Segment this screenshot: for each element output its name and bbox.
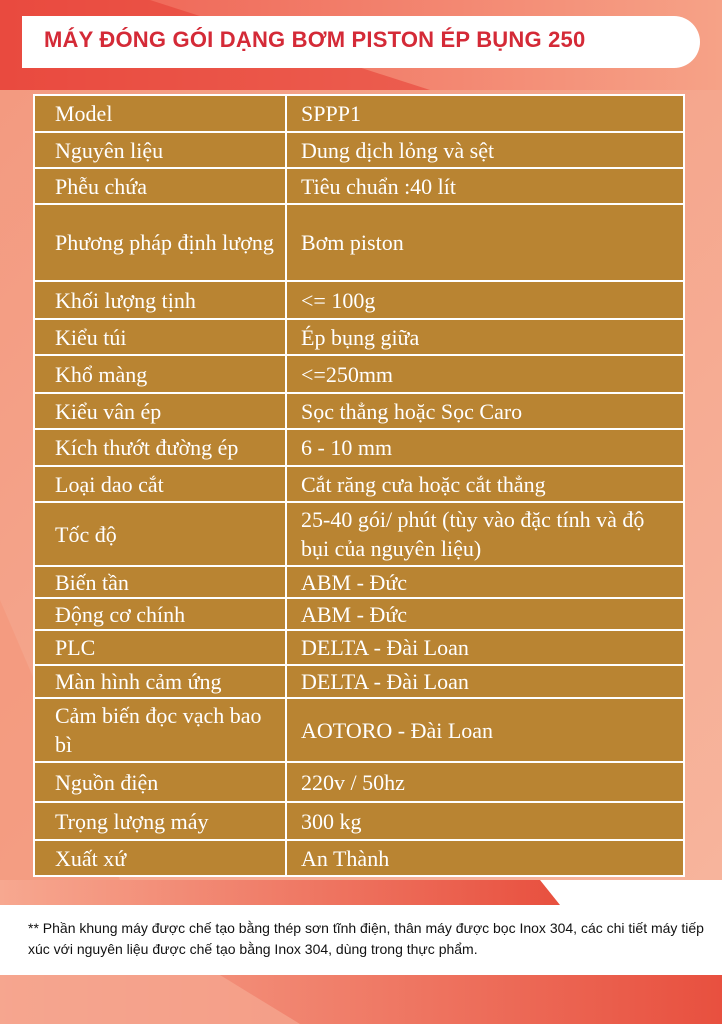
spec-label: Model [34,95,286,132]
spec-table-body [34,95,684,876]
spec-label: Biến tần [34,566,286,598]
spec-value: Bơm piston [286,204,684,281]
table-row [34,355,684,393]
table-row [34,598,684,630]
spec-value: 220v / 50hz [286,762,684,802]
spec-label: Kiểu túi [34,319,286,355]
spec-value: SPPP1 [286,95,684,132]
spec-label: Kiểu vân ép [34,393,286,429]
spec-label: Nguồn điện [34,762,286,802]
spec-value: An Thành [286,840,684,876]
spec-value: DELTA - Đài Loan [286,665,684,698]
table-row [34,840,684,876]
spec-value: Dung dịch lỏng và sệt [286,132,684,168]
spec-label: Màn hình cảm ứng [34,665,286,698]
table-row [34,630,684,665]
table-row [34,393,684,429]
spec-label: Phương pháp định lượng [34,204,286,281]
spec-value: 300 kg [286,802,684,840]
spec-value: Tiêu chuẩn :40 lít [286,168,684,204]
table-row [34,665,684,698]
table-row [34,466,684,502]
spec-label: Xuất xứ [34,840,286,876]
spec-label: Tốc độ [34,502,286,566]
spec-value: Cắt răng cưa hoặc cắt thẳng [286,466,684,502]
table-row [34,802,684,840]
table-row [34,319,684,355]
spec-label: Cảm biến đọc vạch bao bì [34,698,286,762]
spec-label: PLC [34,630,286,665]
table-row [34,698,684,762]
spec-value: AOTORO - Đài Loan [286,698,684,762]
spec-value: DELTA - Đài Loan [286,630,684,665]
spec-label: Khổ màng [34,355,286,393]
table-row [34,168,684,204]
table-row [34,566,684,598]
spec-value: Sọc thẳng hoặc Sọc Caro [286,393,684,429]
spec-label: Động cơ chính [34,598,286,630]
spec-label: Khối lượng tịnh [34,281,286,319]
spec-label: Phễu chứa [34,168,286,204]
spec-value: ABM - Đức [286,598,684,630]
footnote: ** Phần khung máy được chế tạo bằng thép sơn tĩnh điện, thân máy được bọc Inox 304, các chi tiết máy tiếp xúc với nguyên liệu được chế tạo bằng Inox 304, dùng trong thực phẩm. [28,920,704,957]
spec-value: 25-40 gói/ phút (tùy vào đặc tính và độ bụi của nguyên liệu) [286,502,684,566]
spec-label: Nguyên liệu [34,132,286,168]
table-row [34,502,684,566]
table-row [34,204,684,281]
table-row [34,762,684,802]
spec-value: 6 - 10 mm [286,429,684,466]
table-row [34,281,684,319]
spec-table [33,94,685,877]
spec-label: Loại dao cắt [34,466,286,502]
table-row [34,95,684,132]
spec-value: ABM - Đức [286,566,684,598]
spec-value: Ép bụng giữa [286,319,684,355]
spec-value: <= 100g [286,281,684,319]
page-title: MÁY ĐÓNG GÓI DẠNG BƠM PISTON ÉP BỤNG 250 [44,27,586,52]
spec-label: Kích thướt đường ép [34,429,286,466]
table-row [34,429,684,466]
spec-label: Trọng lượng máy [34,802,286,840]
table-row [34,132,684,168]
spec-value: <=250mm [286,355,684,393]
